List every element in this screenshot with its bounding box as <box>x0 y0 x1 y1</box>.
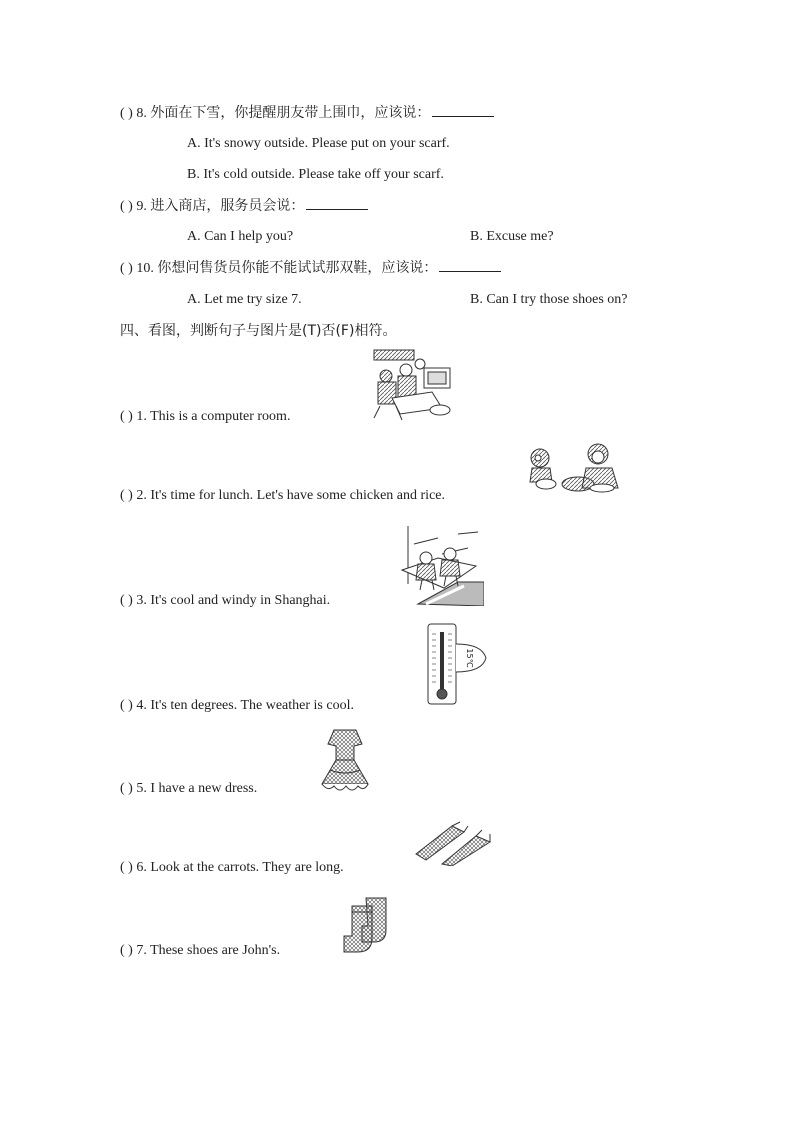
option-a: A. Let me try size 7. <box>187 292 302 307</box>
item-text: Look at the carrots. They are long. <box>150 860 344 875</box>
question-10 <box>120 259 501 278</box>
item-text: It's cool and windy in Shanghai. <box>150 593 331 608</box>
dress-picture <box>316 726 374 796</box>
answer-paren[interactable]: ( ) 7. <box>120 943 147 958</box>
item-1 <box>120 408 290 426</box>
item-text: It's ten degrees. The weather is cool. <box>150 698 354 713</box>
item-7 <box>120 942 280 960</box>
answer-blank[interactable] <box>432 104 494 117</box>
answer-blank[interactable] <box>306 197 368 210</box>
item-4 <box>120 697 354 715</box>
socks-picture <box>340 896 392 958</box>
answer-paren[interactable]: ( ) 3. <box>120 593 147 608</box>
answer-paren[interactable]: ( ) 10. <box>120 261 154 276</box>
item-6 <box>120 859 344 877</box>
item-5 <box>120 780 257 798</box>
lunch-picture <box>526 440 622 496</box>
question-stem: 进入商店，服务员会说： <box>150 198 305 214</box>
carrots-picture <box>412 820 492 866</box>
answer-paren[interactable]: ( ) 1. <box>120 409 147 424</box>
item-text: It's time for lunch. Let's have some chicken and rice. <box>150 488 445 503</box>
answer-paren[interactable]: ( ) 6. <box>120 860 147 875</box>
answer-paren[interactable]: ( ) 4. <box>120 698 147 713</box>
answer-paren[interactable]: ( ) 2. <box>120 488 147 503</box>
option-a: A. Can I help you? <box>187 229 294 244</box>
item-text: I have a new dress. <box>150 781 258 796</box>
section-title: 四、看图，判断句子与图片是(T)否(F)相符。 <box>120 323 397 339</box>
thermometer-picture <box>424 622 492 706</box>
answer-paren[interactable]: ( ) 8. <box>120 106 147 121</box>
answer-paren[interactable]: ( ) 9. <box>120 199 147 214</box>
option-b: B. Excuse me? <box>470 229 554 244</box>
option-b: B. Can I try those shoes on? <box>470 292 628 307</box>
option-b: B. It's cold outside. Please take off your scarf. <box>187 167 444 182</box>
item-3 <box>120 592 330 610</box>
question-stem: 你想问售货员你能不能试试那双鞋，应该说： <box>157 260 438 276</box>
computer-room-picture <box>372 348 458 422</box>
option-a: A. It's snowy outside. Please put on your scarf. <box>187 136 450 151</box>
item-text: This is a computer room. <box>150 409 291 424</box>
windy-city-picture <box>398 524 484 606</box>
answer-blank[interactable] <box>439 259 501 272</box>
thermometer-reading: 15℃ <box>465 648 474 668</box>
item-2 <box>120 487 445 505</box>
question-9 <box>120 197 368 216</box>
item-text: These shoes are John's. <box>150 943 281 958</box>
question-stem: 外面在下雪，你提醒朋友带上围巾，应该说： <box>150 105 431 121</box>
answer-paren[interactable]: ( ) 5. <box>120 781 147 796</box>
question-8 <box>120 104 494 123</box>
